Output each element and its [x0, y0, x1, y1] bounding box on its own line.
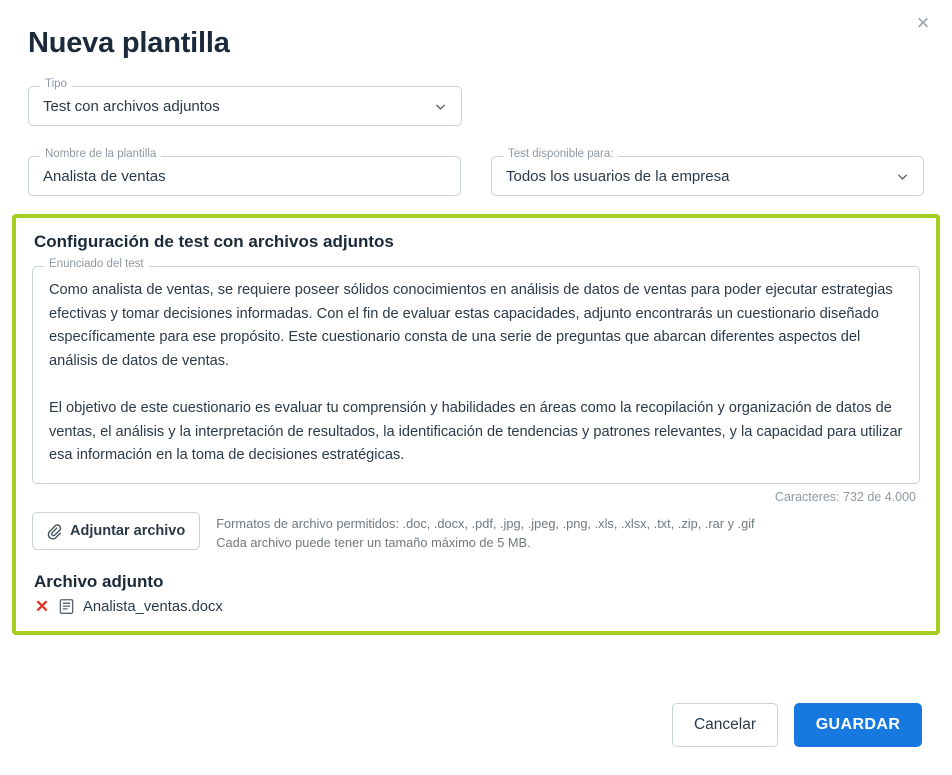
template-name-field[interactable]	[28, 148, 461, 196]
allowed-formats-line-2: Cada archivo puede tener un tamaño máximo de 5 MB.	[216, 535, 531, 551]
template-name-label: Nombre de la plantilla	[40, 149, 161, 161]
attached-file-name[interactable]: Analista_ventas.docx	[83, 598, 223, 615]
tipo-row	[28, 78, 462, 126]
attach-row	[32, 512, 920, 552]
availability-label: Test disponible para:	[503, 149, 618, 161]
statement-label: Enunciado del test	[44, 259, 149, 271]
availability-select[interactable]	[491, 148, 924, 196]
tipo-value: Test con archivos adjuntos	[43, 97, 220, 115]
page-title: Nueva plantilla	[28, 27, 230, 59]
attached-file-heading: Archivo adjunto	[34, 572, 164, 592]
paperclip-icon	[47, 524, 62, 539]
attach-file-label: Adjuntar archivo	[70, 523, 186, 539]
statement-paragraph-2: El objetivo de este cuestionario es evaluar tu comprensión y habilidades en áreas como la recopilación y organización de datos de ventas, el análisis y la interpretación de resultados, la identificación de tendencias y patrones relevantes, y la capacidad para utilizar esa información en la toma de decisiones estratégicas.	[49, 400, 903, 464]
cancel-button[interactable]: Cancelar	[672, 703, 778, 747]
save-button[interactable]: GUARDAR	[794, 703, 922, 747]
tipo-label: Tipo	[40, 79, 72, 91]
availability-value: Todos los usuarios de la empresa	[506, 167, 730, 185]
template-name-value: Analista de ventas	[43, 167, 166, 185]
chevron-down-icon	[434, 100, 447, 113]
document-icon	[58, 598, 75, 615]
remove-file-icon[interactable]: ✕	[34, 597, 50, 617]
allowed-formats-text	[216, 512, 754, 552]
statement-paragraph-1: Como analista de ventas, se requiere poseer sólidos conocimientos en análisis de datos de ventas para poder ejecutar estrategias efectivas y tomar decisiones informadas. Con el fin de evaluar estas capacidades, adjunto encontrarás un cuestionario diseñado específicamente para ese propósito. Este cuestionario consta de una serie de preguntas que abarcan diferentes aspectos del análisis de datos de ventas.	[49, 282, 893, 369]
tipo-select[interactable]	[28, 78, 462, 126]
close-icon[interactable]: ×	[910, 10, 936, 36]
name-availability-row	[0, 148, 952, 196]
chevron-down-icon	[896, 170, 909, 183]
character-counter: Caracteres: 732 de 4.000	[774, 490, 916, 504]
attached-file-item	[34, 598, 920, 615]
attach-file-button[interactable]	[32, 512, 200, 550]
modal-footer	[0, 703, 952, 775]
attachment-test-config-section	[12, 214, 940, 635]
config-heading: Configuración de test con archivos adjuntos	[34, 232, 394, 251]
statement-textarea[interactable]	[32, 258, 920, 484]
allowed-formats-line-1: Formatos de archivo permitidos: .doc, .docx, .pdf, .jpg, .jpeg, .png, .xls, .xlsx, .txt, .zip, .rar y .gif	[216, 516, 755, 531]
